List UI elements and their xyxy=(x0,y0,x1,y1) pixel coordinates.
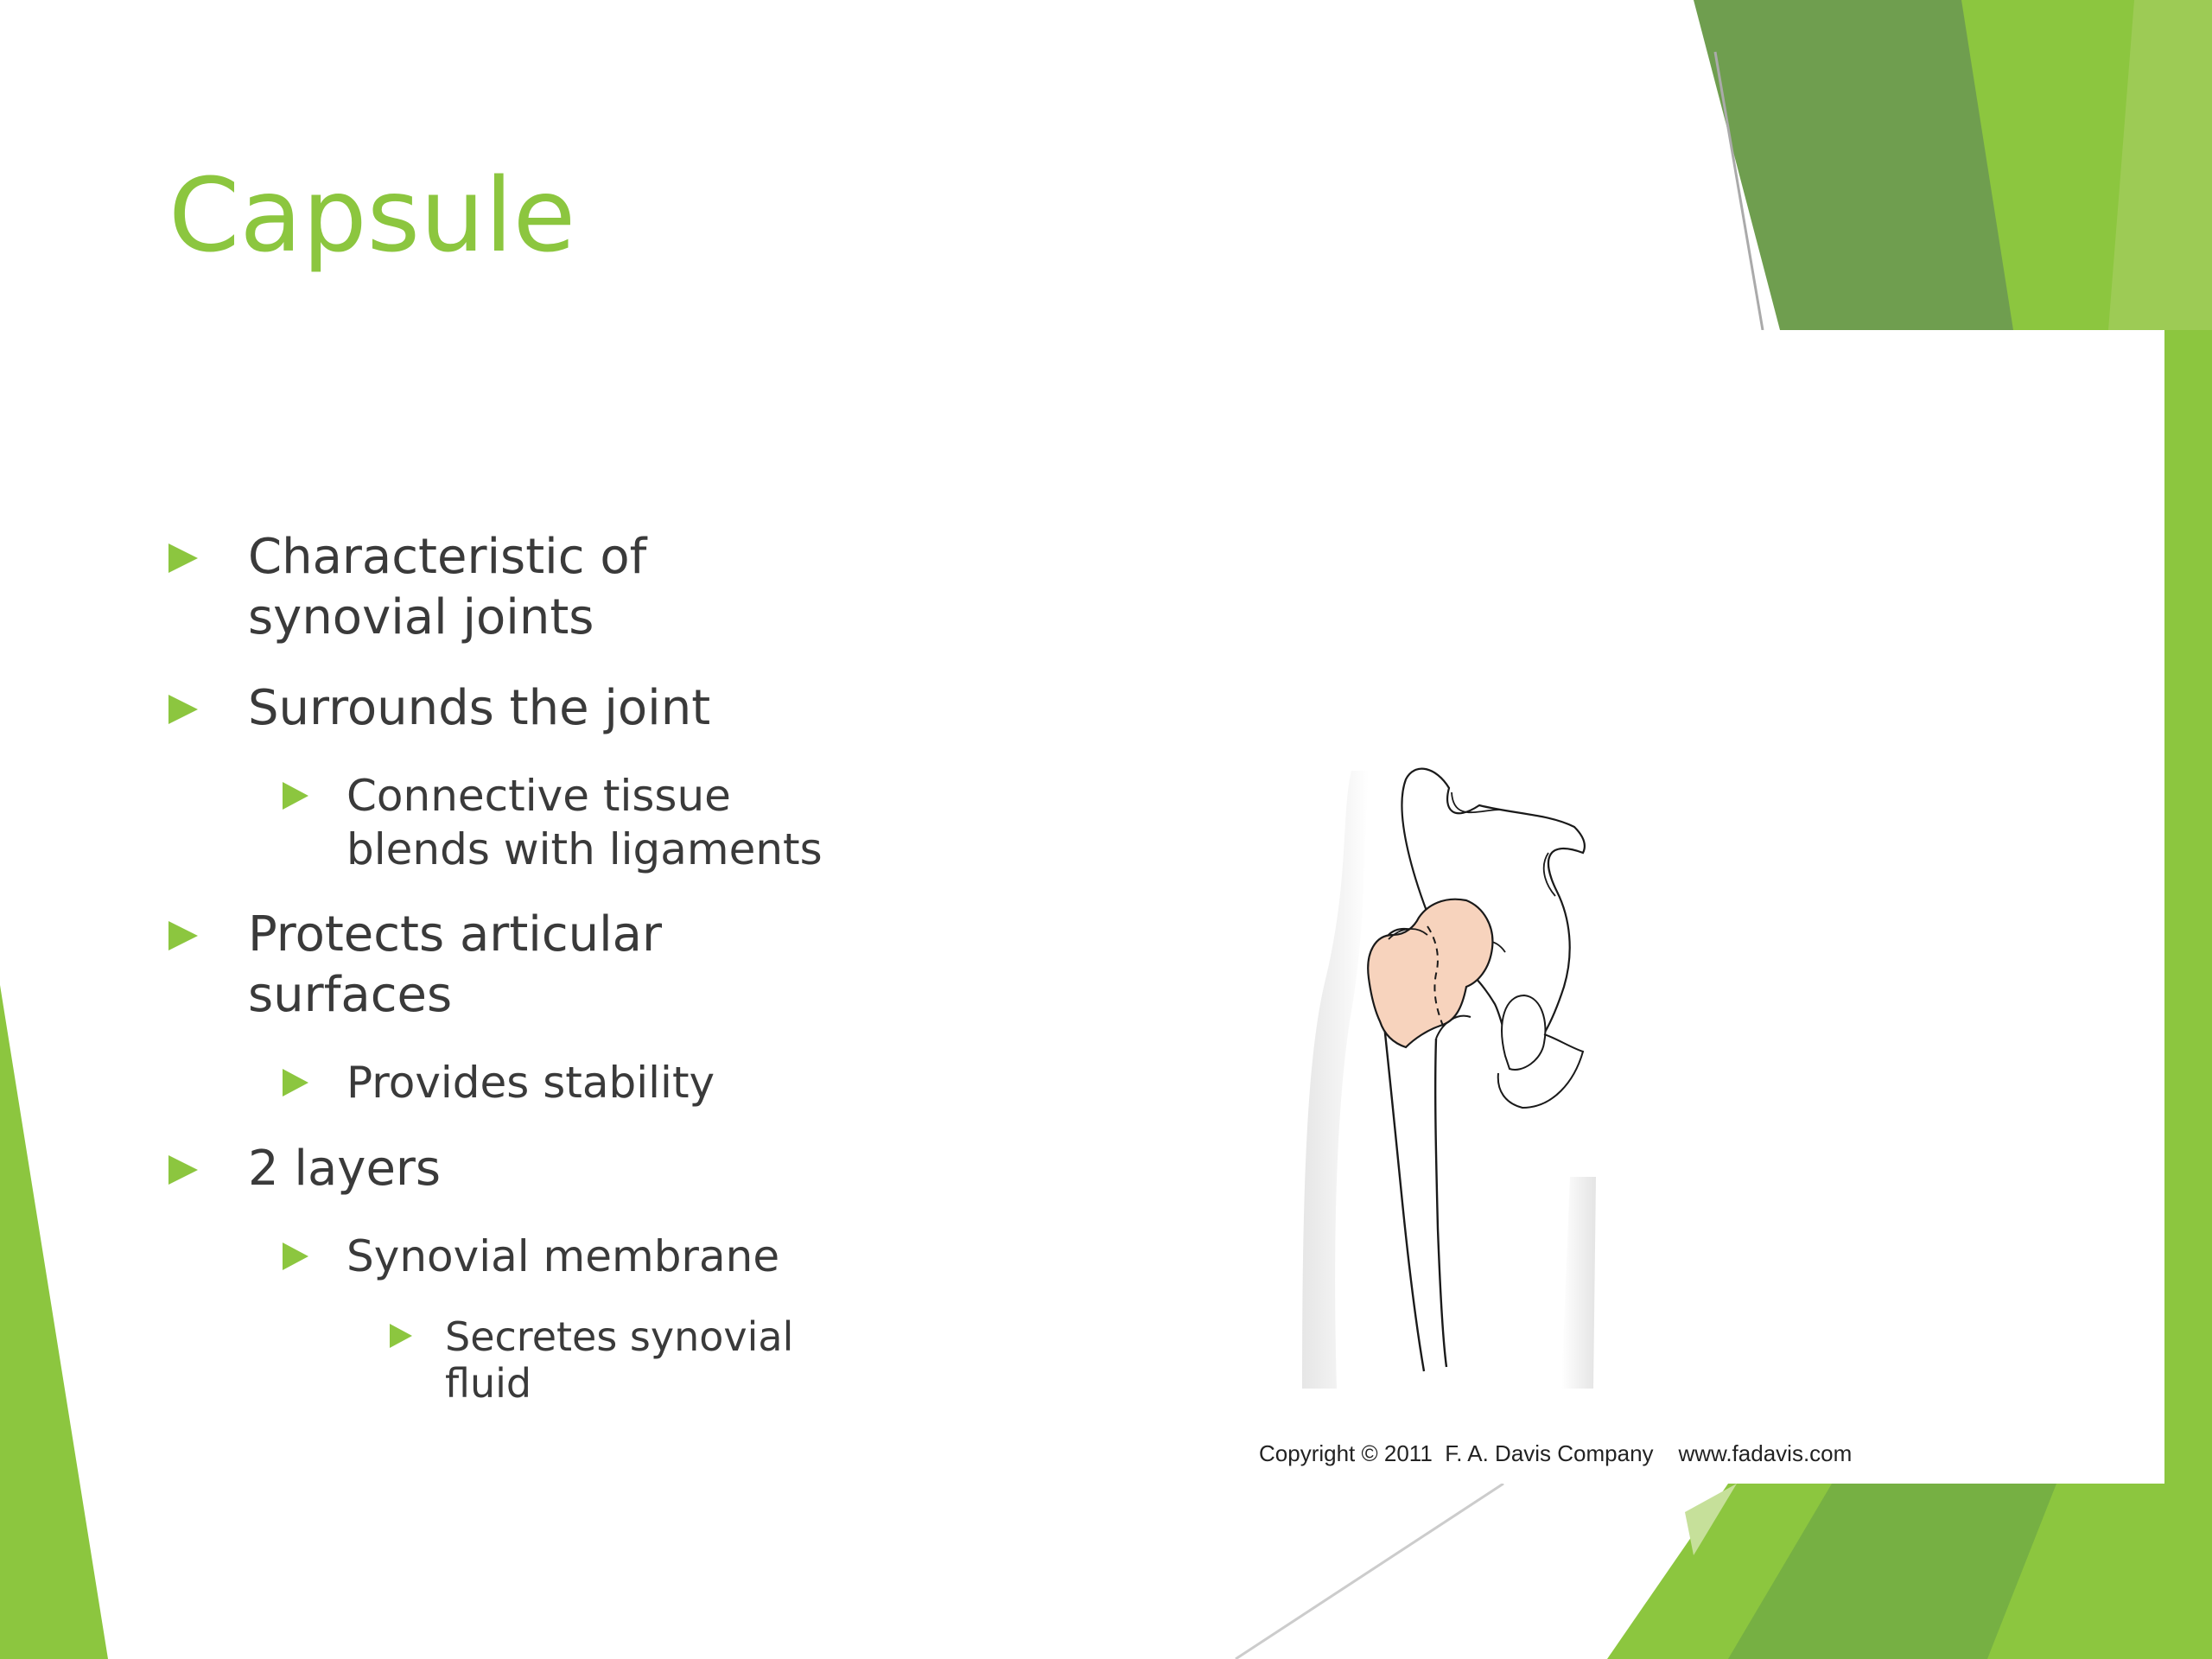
ischium-outline xyxy=(1498,995,1583,1108)
bullet-line: Protects articular xyxy=(248,906,663,963)
deco-left-sliver xyxy=(0,985,108,1659)
bullet-line: Secretes synovial xyxy=(445,1313,794,1360)
triangle-right-icon xyxy=(390,1324,412,1348)
body-outline-right xyxy=(1561,1177,1596,1389)
bullet-item xyxy=(168,527,646,648)
bullet-text xyxy=(248,1139,441,1199)
bullet-text xyxy=(346,1230,779,1283)
body-outline-left xyxy=(1302,771,1369,1389)
triangle-right-icon xyxy=(168,921,198,950)
bullet-line: Connective tissue xyxy=(346,771,731,821)
slide-title: Capsule xyxy=(168,156,576,275)
bullet-item xyxy=(168,1139,441,1199)
bullet-text xyxy=(445,1313,793,1407)
triangle-right-icon xyxy=(283,782,308,810)
bullet-item xyxy=(390,1313,793,1407)
deco-bottom-thin-line xyxy=(1236,1484,1503,1659)
triangle-right-icon xyxy=(168,695,198,724)
bullet-text xyxy=(248,678,710,739)
bullet-line: 2 layers xyxy=(248,1141,442,1197)
bullet-text xyxy=(346,1056,715,1109)
bullet-line: Provides stability xyxy=(346,1058,715,1108)
bullet-line: blends with ligaments xyxy=(346,824,823,874)
bullet-item xyxy=(283,1230,779,1283)
joint-capsule xyxy=(1368,899,1492,1047)
figure-copyright: Copyright © 2011 F. A. Davis Company www.fadavis.com xyxy=(1259,1440,1853,1466)
bullet-line: fluid xyxy=(445,1360,532,1407)
bullet-line: Characteristic of xyxy=(248,529,647,585)
triangle-right-icon xyxy=(168,543,198,573)
bullet-line: Synovial membrane xyxy=(346,1231,780,1281)
hip-joint-figure xyxy=(1220,330,2164,1484)
triangle-right-icon xyxy=(168,1155,198,1185)
bullet-text xyxy=(248,527,646,648)
bullet-line: synovial joints xyxy=(248,589,594,645)
triangle-right-icon xyxy=(283,1069,308,1096)
bullet-item xyxy=(168,905,662,1026)
bullet-line: surfaces xyxy=(248,967,453,1023)
deco-top-right-dark xyxy=(1694,0,2013,330)
hip-joint-illustration xyxy=(1220,330,2164,1484)
bullet-line: Surrounds the joint xyxy=(248,680,711,736)
bullet-text xyxy=(346,769,823,876)
bullet-item xyxy=(283,1056,715,1109)
deco-right-strip xyxy=(2164,330,2212,1659)
triangle-right-icon xyxy=(283,1243,308,1270)
bullet-item xyxy=(168,678,710,739)
bullet-text xyxy=(248,905,662,1026)
femur-shaft xyxy=(1380,987,1446,1371)
bullet-item xyxy=(283,769,823,876)
